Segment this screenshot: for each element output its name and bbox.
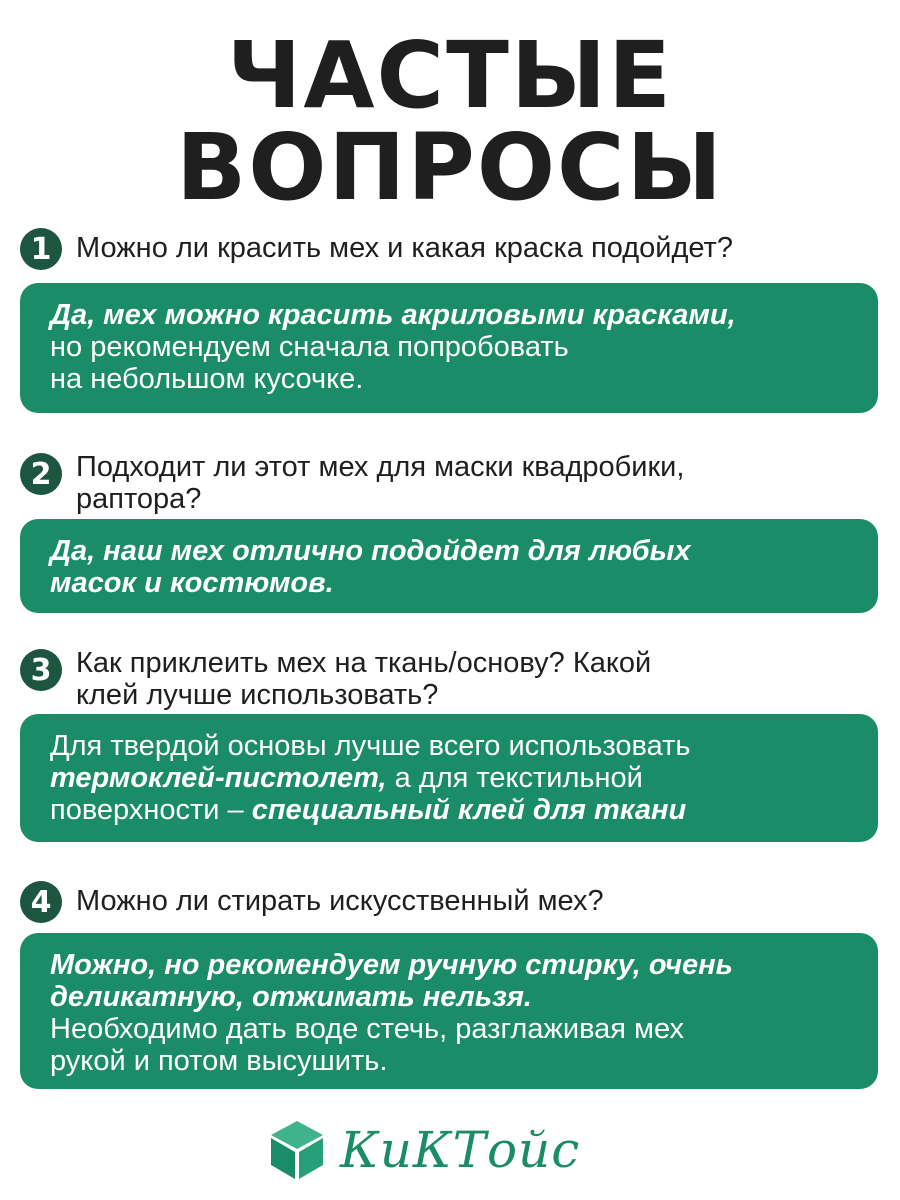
- faq-answer-3: [20, 714, 878, 842]
- answer-4-line-1: Можно, но рекомендуем ручную стирку, очень: [50, 949, 733, 981]
- number-badge-2: 2: [20, 453, 62, 495]
- faq-question-1: [20, 228, 880, 270]
- answer-4-line-4: рукой и потом высушить.: [50, 1045, 388, 1077]
- answer-3-emphasis-1: термоклей-пистолет,: [50, 762, 387, 794]
- answer-4-line-3: Необходимо дать воде стечь, разглаживая мех: [50, 1013, 684, 1045]
- question-text-4: Можно ли стирать искусственный мех?: [76, 885, 604, 917]
- cube-icon: [268, 1119, 326, 1181]
- answer-3-line-2: [50, 762, 848, 794]
- faq-answer-4: [20, 933, 878, 1089]
- question-text-2: [76, 447, 684, 515]
- answer-1-line-2: но рекомендуем сначала попробовать: [50, 331, 569, 363]
- faq-question-3: [20, 643, 880, 711]
- brand-logo: [268, 1110, 648, 1190]
- faq-answer-2: [20, 519, 878, 613]
- question-text-1: Можно ли красить мех и какая краска подойдет?: [76, 232, 733, 264]
- answer-3-emphasis-2: специальный клей для ткани: [251, 794, 687, 826]
- question-2-line-1: Подходит ли этот мех для маски квадробики,: [76, 451, 685, 483]
- question-text-3: [76, 643, 651, 711]
- title-line-1: ЧАСТЫЕ: [227, 22, 673, 129]
- title-line-2: ВОПРОСЫ: [176, 114, 724, 221]
- question-2-line-2: раптора?: [76, 483, 202, 515]
- brand-name: КиКТойс: [340, 1121, 581, 1179]
- answer-2-line-2: масок и костюмов.: [50, 567, 334, 599]
- answer-2-line-1: Да, наш мех отлично подойдет для любых: [50, 535, 691, 567]
- answer-3-line-3: [50, 794, 848, 826]
- answer-1-emphasis: Да, мех можно красить акриловыми красками,: [50, 299, 736, 331]
- answer-3-line-1: Для твердой основы лучше всего использовать: [50, 730, 691, 762]
- number-badge-4: 4: [20, 881, 62, 923]
- answer-4-line-2: деликатную, отжимать нельзя.: [50, 981, 532, 1013]
- number-badge-1: 1: [20, 228, 62, 270]
- faq-answer-1: [20, 283, 878, 413]
- number-badge-3: 3: [20, 649, 62, 691]
- faq-question-2: [20, 447, 880, 515]
- faq-question-4: [20, 881, 880, 923]
- question-3-line-1: Как приклеить мех на ткань/основу? Какой: [76, 647, 652, 679]
- page-title: [0, 22, 900, 221]
- answer-3-line-3-start: поверхности –: [50, 794, 252, 826]
- question-3-line-2: клей лучше использовать?: [76, 679, 439, 711]
- answer-3-mid: а для текстильной: [386, 762, 643, 794]
- answer-1-line-3: на небольшом кусочке.: [50, 363, 364, 395]
